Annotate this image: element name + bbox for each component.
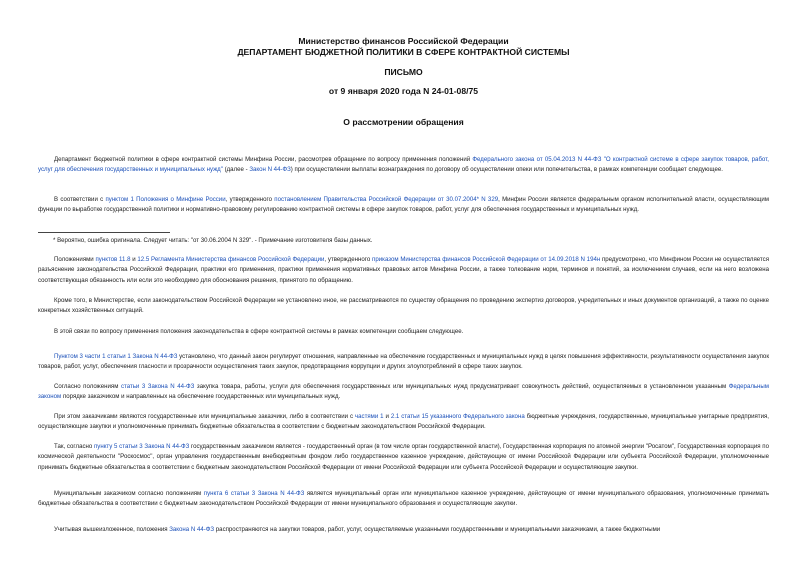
document-subject: О рассмотрении обращения <box>343 117 464 127</box>
paragraph-text: Учитывая вышеизложенное, положения <box>54 526 170 533</box>
legal-reference-link[interactable]: приказом Министерства финансов Российской Федерации от 14.09.2018 N 194н <box>372 256 601 263</box>
paragraph-text: В соответствии с <box>54 196 106 203</box>
legal-reference-link[interactable]: частями 1 <box>354 413 384 420</box>
legal-reference-link[interactable]: пункту 5 статьи 3 Закона N 44-ФЗ <box>93 443 190 450</box>
paragraph-text: является муниципальный орган или муниципальное казенное учреждение, действующие от имени муниципального образования, уполномоченные принимать бюджетные обязательства в соответствии с бюджетным законодательством Российской Федерации от имени муниципального образования и осуществляющие закупки. <box>38 490 770 508</box>
department-name: ДЕПАРТАМЕНТ БЮДЖЕТНОЙ ПОЛИТИКИ В СФЕРЕ КОНТРАКТНОЙ СИСТЕМЫ <box>237 47 570 57</box>
paragraph-text: ) при осуществлении выплаты вознаграждения по договору об осуществлении опеки или попечительства, в рамках компетенции сообщает следующее. <box>290 166 723 174</box>
paragraph-text: Согласно положениям <box>54 383 121 390</box>
legal-reference-link[interactable]: 12.5 Регламента Министерства финансов Российской Федерации <box>137 256 325 263</box>
legal-reference-link[interactable]: Пунктом 3 части 1 статьи 1 Закона N 44-ФЗ <box>54 353 178 360</box>
paragraph-text: , утвержденного <box>225 196 275 203</box>
paragraph-text: , утвержденного <box>324 256 373 263</box>
paragraph-text: бюджетные учреждения, государственные, муниципальные унитарные предприятия, осуществляющие закупки и уполномоченные принимать бюджетные обязательства в соответствии с бюджетным законодательством Российской Федерации. <box>38 413 769 431</box>
paragraph-text: Положениями <box>54 256 96 263</box>
paragraph <box>38 255 769 286</box>
paragraph <box>38 525 769 535</box>
paragraph-text: , Минфин России является федеральным органом исполнительной власти, осуществляющим функции по выработке государственной политики и нормативно-правовому регулированию контрактной системы в сфере закупок товаров, работ, услуг для обеспечения государственных и муниципальных нужд. <box>38 196 770 214</box>
paragraph <box>38 412 769 433</box>
legal-reference-link[interactable]: Закона N 44-ФЗ <box>169 526 215 533</box>
paragraph <box>38 489 769 510</box>
legal-reference-link[interactable]: пунктом 1 Положения о Минфине России <box>105 196 226 203</box>
paragraph-text: государственным заказчиком является - государственный орган (в том числе орган государственной власти), Государственная корпорация по атомной энергии "Росатом", Государственная корпорация по космической деятельности "Роскосмос", орган управления государственным внебюджетным фондом либо государственное казенное учреждение, действующие от имени Российской Федерации или субъекта Российской Федерации, уполномоченные принимать бюджетные обязательства в соответствии с бюджетным законодательством Российской Федерации от имени Российской Федерации или субъекта Российской Федерации и осуществляющие закупки. <box>38 443 769 471</box>
footnote-divider <box>38 232 170 233</box>
legal-reference-link[interactable]: Федеральным законом <box>38 383 769 401</box>
paragraph <box>38 327 769 337</box>
paragraph-text: распространяются на закупки товаров, работ, услуг, осуществляемые указанными государственными и муниципальными заказчиками, а также бюджетными <box>214 526 661 533</box>
paragraph-text: порядке заказчиком и направленных на обеспечение государственных или муниципальных нужд. <box>61 393 341 401</box>
legal-reference-link[interactable]: постановлением Правительства Российской Федерации от 30.07.2004* N 329 <box>274 196 499 203</box>
legal-reference-link[interactable]: Федерального закона от 05.04.2013 N 44-ФЗ "О контрактной системе в сфере закупок товаров, работ, услуг для обеспечения государственных и муниципальных нужд" <box>38 156 769 174</box>
document-date-number: от 9 января 2020 года N 24-01-08/75 <box>328 86 479 96</box>
legal-reference-link[interactable]: статьи 3 Закона N 44-ФЗ <box>120 383 195 390</box>
legal-reference-link[interactable]: Закон N 44-ФЗ <box>249 166 291 174</box>
paragraph-text: закупка товара, работы, услуги для обеспечения государственных или муниципальных нужд предусматривает совокупность действий, осуществляемых в установленном указанным <box>194 383 729 390</box>
paragraph-text: В этой связи по вопросу применения положения законодательства в сфере контрактной системы в рамках компетенции сообщаем следующее. <box>54 328 464 335</box>
document-type: ПИСЬМО <box>384 67 423 77</box>
paragraph-text: и <box>130 256 138 263</box>
ministry-name: Министерство финансов Российской Федерации <box>298 36 509 46</box>
paragraph-text: Так, согласно <box>54 443 94 450</box>
paragraph <box>38 296 769 317</box>
paragraph-text: (далее - <box>222 166 250 174</box>
legal-reference-link[interactable]: пунктов 11.8 <box>95 256 131 263</box>
paragraph-text: предусмотрено, что Минфином России не осуществляется разъяснение законодательства Российской Федерации, практики его применения, практики применения нормативных правовых актов Минфина России, а также толкование норм, терминов и понятий, за исключением случаев, если на него возложена соответствующая обязанность или если это необходимо для обоснования решения, принятого по обращению. <box>38 256 769 284</box>
paragraph-text: Муниципальным заказчиком согласно положениям <box>54 490 204 497</box>
paragraph <box>38 442 769 473</box>
legal-reference-link[interactable]: 2.1 статьи 15 указанного Федерального закона <box>390 413 525 420</box>
paragraph <box>38 352 769 373</box>
paragraph <box>38 195 769 216</box>
footnote: * Вероятно, ошибка оригинала. Следует читать: "от 30.06.2004 N 329". - Примечание изготовителя базы данных. <box>53 237 373 244</box>
paragraph-text: Департамент бюджетной политики в сфере контрактной системы Минфина России, рассмотрев обращение по вопросу применения положений <box>54 156 473 163</box>
paragraph <box>38 155 769 176</box>
paragraph <box>38 382 769 403</box>
paragraph-text: установлено, что данный закон регулирует отношения, направленные на обеспечение государственных и муниципальных нужд в целях повышения эффективности, результативности осуществления закупок товаров, работ, услуг, обеспечения гласности и прозрачности осуществления таких закупок, предотвращения коррупции и других злоупотреблений в сфере таких закупок. <box>38 353 769 371</box>
paragraph-text: Кроме того, в Министерстве, если законодательством Российской Федерации не установлено иное, не рассматриваются по существу обращения по проведению экспертиз договоров, учредительных и иных документов организаций, а также по оценке конкретных хозяйственных ситуаций. <box>38 297 769 315</box>
paragraph-text: При этом заказчиками являются государственные или муниципальные заказчики, либо в соответствии с <box>54 413 355 420</box>
legal-reference-link[interactable]: пункта 6 статьи 3 Закона N 44-ФЗ <box>203 490 305 497</box>
paragraph-text: и <box>383 413 391 420</box>
